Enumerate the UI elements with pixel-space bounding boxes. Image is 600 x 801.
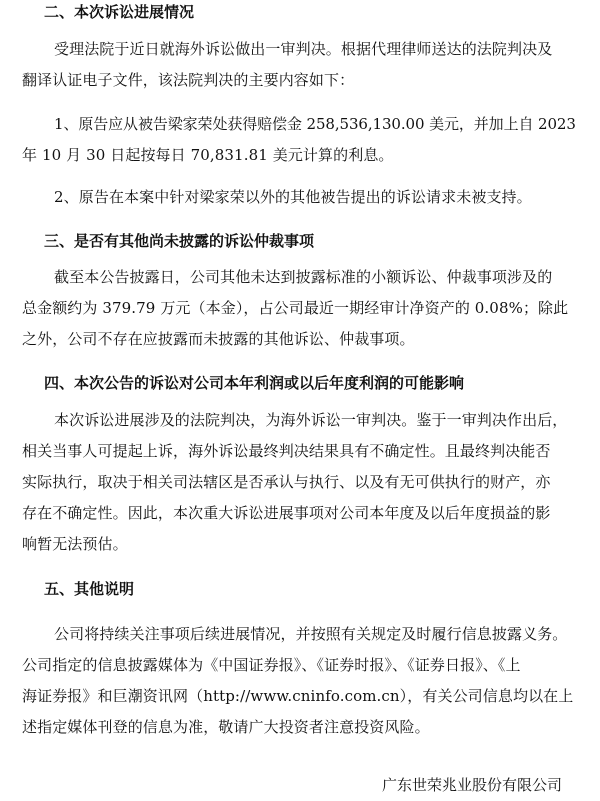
paragraph-line: 总金额约为 379.79 万元（本金），占公司最近一期经审计净资产的 0.08%；除此: [22, 299, 569, 317]
paragraph-line: 本次诉讼进展涉及的法院判决，为海外诉讼一审判决。鉴于一审判决作出后，: [54, 411, 568, 429]
paragraph-line: 实际执行，取决于相关司法辖区是否承认与执行、以及有无可供执行的财产，亦: [22, 473, 551, 491]
section-heading-undisclosed: 三、是否有其他尚未披露的诉讼仲裁事项: [44, 232, 315, 250]
section-heading-other: 五、其他说明: [44, 580, 135, 598]
paragraph-line: 海证券报》和巨潮资讯网（http://www.cninfo.com.cn），有关公司信息均以在上: [22, 687, 574, 705]
section-heading-profit-impact: 四、本次公告的诉讼对公司本年利润或以后年度利润的可能影响: [44, 374, 465, 392]
paragraph-line: 翻译认证电子文件，该法院判决的主要内容如下：: [22, 71, 355, 89]
paragraph-judgment-item-2: [22, 182, 578, 213]
paragraph-line: 存在不确定性。因此，本次重大诉讼进展事项对公司本年度及以后年度损益的影: [22, 504, 551, 522]
company-signature: 广东世荣兆业股份有限公司: [381, 776, 562, 794]
paragraph-line: 2、原告在本案中针对梁家荣以外的其他被告提出的诉讼请求未被支持。: [54, 188, 532, 206]
paragraph-line: 受理法院于近日就海外诉讼做出一审判决。根据代理律师送达的法院判决及: [54, 40, 553, 58]
paragraph-line: 1、原告应从被告梁家荣处获得赔偿金 258,536,130.00 美元，并加上自 2023: [54, 115, 576, 133]
paragraph-line: 之外，公司不存在应披露而未披露的其他诉讼、仲裁事项。: [22, 330, 415, 348]
paragraph-profit-impact: [22, 405, 578, 560]
paragraph-line: 述指定媒体刊登的信息为准，敬请广大投资者注意投资风险。: [22, 718, 430, 736]
paragraph-line: 相关当事人可提起上诉，海外诉讼最终判决结果具有不确定性。且最终判决能否: [22, 442, 551, 460]
paragraph-line: 年 10 月 30 日起按每日 70,831.81 美元计算的利息。: [22, 146, 394, 164]
paragraph-line: 响暂无法预估。: [22, 535, 128, 553]
paragraph-undisclosed-matters: [22, 262, 578, 355]
paragraph-line: 公司将持续关注事项后续进展情况，并按照有关规定及时履行信息披露义务。: [54, 625, 568, 643]
paragraph-other-notes: [22, 619, 578, 743]
section-heading-progress: 二、本次诉讼进展情况: [44, 3, 195, 21]
paragraph-judgment-intro: [22, 34, 578, 96]
paragraph-line: 截至本公告披露日，公司其他未达到披露标准的小额诉讼、仲裁事项涉及的: [54, 268, 553, 286]
paragraph-judgment-item-1: [22, 109, 578, 171]
paragraph-line: 公司指定的信息披露媒体为《中国证券报》、《证券时报》、《证券日报》、《上: [22, 656, 521, 674]
